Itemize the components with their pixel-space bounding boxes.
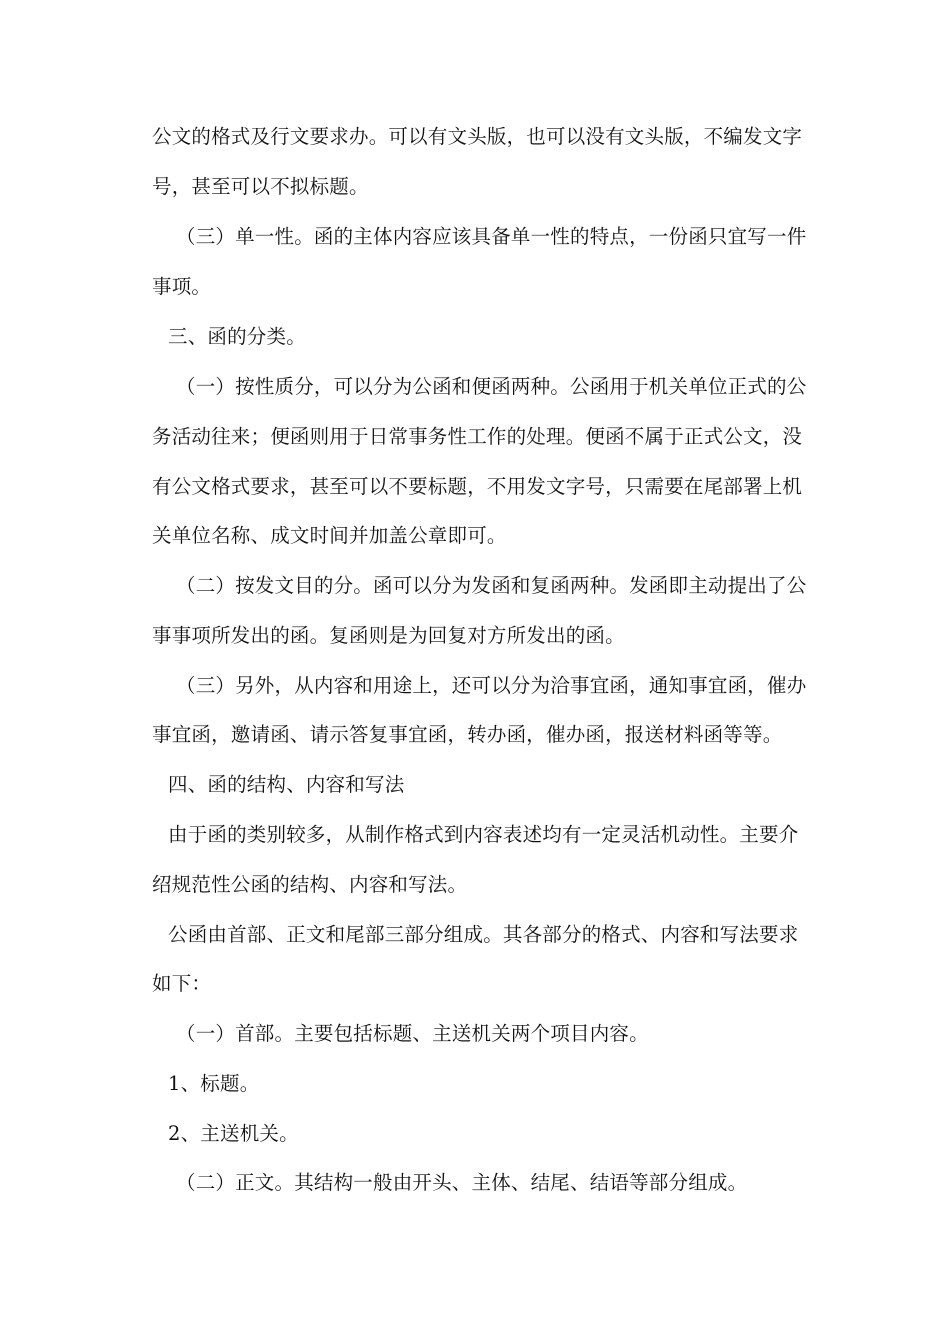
paragraph-line: 由于函的类别较多，从制作格式到内容表述均有一定灵活机动性。主要介	[168, 823, 799, 846]
section-heading: 三、函的分类。	[168, 325, 306, 348]
paragraph-line: 号，甚至可以不拟标题。	[152, 175, 369, 198]
paragraph-line: 绍规范性公函的结构、内容和写法。	[152, 873, 468, 896]
paragraph-line: 如下：	[152, 972, 212, 995]
paragraph-line: 事事项所发出的函。复函则是为回复对方所发出的函。	[152, 624, 625, 647]
paragraph-line: （一）按性质分，可以分为公函和便函两种。公函用于机关单位正式的公	[176, 375, 807, 398]
section-heading: 四、函的结构、内容和写法	[168, 773, 405, 796]
paragraph-line: 公函由首部、正文和尾部三部分组成。其各部分的格式、内容和写法要求	[168, 923, 799, 946]
list-item: 2、主送机关。	[168, 1122, 299, 1145]
paragraph-line: （三）另外，从内容和用途上，还可以分为洽事宜函，通知事宜函，催办	[176, 674, 807, 697]
paragraph-line: 务活动往来；便函则用于日常事务性工作的处理。便函不属于正式公文，没	[152, 425, 803, 448]
paragraph-line: 事项。	[152, 275, 212, 298]
paragraph-line: 事宜函，邀请函、请示答复事宜函，转办函，催办函，报送材料函等等。	[152, 723, 783, 746]
paragraph-line: （二）正文。其结构一般由开头、主体、结尾、结语等部分组成。	[176, 1171, 748, 1194]
paragraph-line: （三）单一性。函的主体内容应该具备单一性的特点，一份函只宜写一件	[176, 225, 807, 248]
list-item: 1、标题。	[168, 1072, 260, 1095]
paragraph-line: 关单位名称、成文时间并加盖公章即可。	[152, 524, 507, 547]
paragraph-line: 有公文格式要求，甚至可以不要标题，不用发文字号，只需要在尾部署上机	[152, 475, 803, 498]
paragraph-line: （一）首部。主要包括标题、主送机关两个项目内容。	[176, 1022, 649, 1045]
paragraph-line: 公文的格式及行文要求办。可以有文头版，也可以没有文头版，不编发文字	[152, 125, 803, 148]
paragraph-line: （二）按发文目的分。函可以分为发函和复函两种。发函即主动提出了公	[176, 574, 807, 597]
